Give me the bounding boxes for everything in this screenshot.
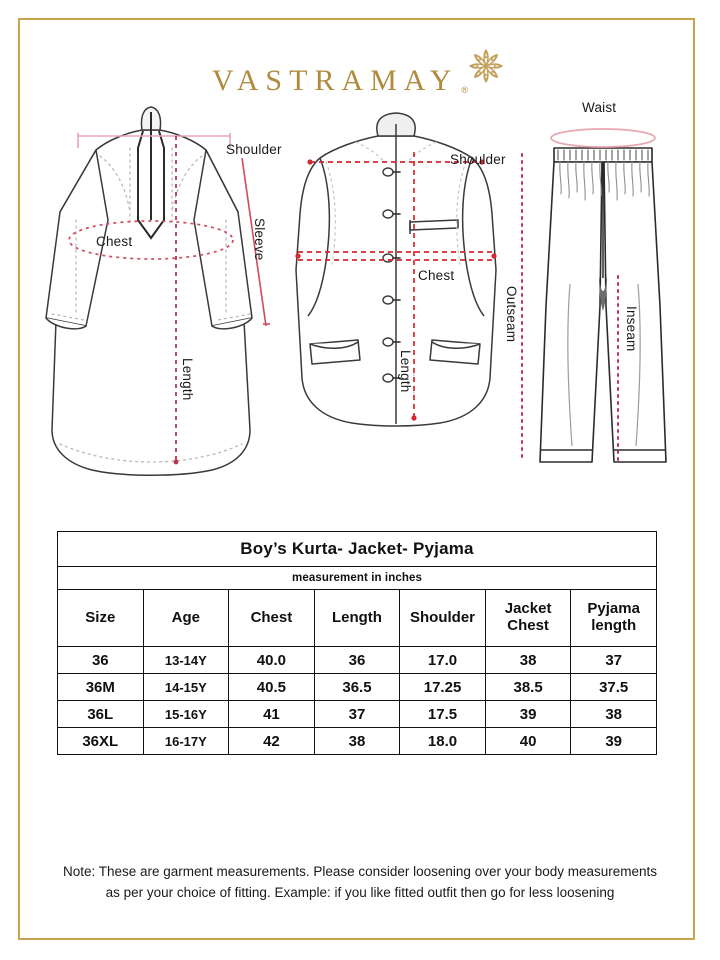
cell-age: 14-15Y bbox=[143, 674, 229, 701]
size-table-wrapper bbox=[57, 531, 657, 755]
cell-chest: 40.0 bbox=[229, 647, 315, 674]
cell-jacket-chest: 38.5 bbox=[485, 674, 571, 701]
column-header-jacket-chest: Jacket Chest bbox=[485, 590, 571, 647]
table-row bbox=[58, 728, 657, 755]
jacket-illustration bbox=[286, 110, 506, 445]
cell-chest: 41 bbox=[229, 701, 315, 728]
cell-pyjama-length: 37 bbox=[571, 647, 657, 674]
footer-note bbox=[36, 862, 684, 904]
kurta-label-chest: Chest bbox=[96, 234, 133, 249]
cell-chest: 42 bbox=[229, 728, 315, 755]
pyjama-header-line-2: length bbox=[591, 617, 637, 634]
column-header-size: Size bbox=[58, 590, 144, 647]
cell-shoulder: 17.25 bbox=[400, 674, 486, 701]
footer-note-line-1: Note: These are garment measurements. Please consider loosening over your body measurements bbox=[62, 864, 658, 879]
brand-name: VASTRAMAY bbox=[211, 64, 459, 97]
column-header-length: Length bbox=[314, 590, 400, 647]
registered-mark: ® bbox=[461, 85, 469, 95]
cell-size: 36M bbox=[58, 674, 144, 701]
cell-age: 16-17Y bbox=[143, 728, 229, 755]
table-title-row bbox=[58, 532, 657, 567]
table-subtitle: measurement in inches bbox=[58, 567, 657, 590]
column-header-chest: Chest bbox=[229, 590, 315, 647]
cell-length: 36 bbox=[314, 647, 400, 674]
cell-length: 38 bbox=[314, 728, 400, 755]
cell-length: 37 bbox=[314, 701, 400, 728]
kurta-label-sleeve: Sleeve bbox=[252, 218, 267, 261]
cell-pyjama-length: 38 bbox=[571, 701, 657, 728]
column-header-age: Age bbox=[143, 590, 229, 647]
cell-shoulder: 17.5 bbox=[400, 701, 486, 728]
pyjama-header-line-1: Pyjama bbox=[587, 600, 640, 618]
column-header-shoulder: Shoulder bbox=[400, 590, 486, 647]
pyjama-label-inseam: Inseam bbox=[624, 306, 639, 352]
table-title: Boy’s Kurta- Jacket- Pyjama bbox=[58, 532, 657, 567]
cell-age: 13-14Y bbox=[143, 647, 229, 674]
footer-note-line-2: as per your choice of fitting. Example: if you like fitted outfit then go for less loosening bbox=[105, 884, 615, 900]
table-row bbox=[58, 674, 657, 701]
cell-shoulder: 18.0 bbox=[400, 728, 486, 755]
kurta-illustration bbox=[30, 100, 285, 505]
jacket-label-chest: Chest bbox=[418, 268, 455, 283]
cell-chest: 40.5 bbox=[229, 674, 315, 701]
jacket-label-length: Length bbox=[398, 350, 413, 393]
cell-size: 36XL bbox=[58, 728, 144, 755]
pyjama-illustration bbox=[506, 96, 696, 501]
pyjama-label-waist: Waist bbox=[582, 100, 617, 115]
cell-size: 36L bbox=[58, 701, 144, 728]
table-row bbox=[58, 647, 657, 674]
cell-length: 36.5 bbox=[314, 674, 400, 701]
kurta-label-shoulder: Shoulder bbox=[226, 142, 282, 157]
cell-pyjama-length: 37.5 bbox=[571, 674, 657, 701]
kurta-label-length: Length bbox=[180, 358, 195, 401]
column-header-pyjama-length bbox=[571, 590, 657, 647]
floral-ornament-icon bbox=[464, 44, 508, 88]
cell-jacket-chest: 38 bbox=[485, 647, 571, 674]
cell-jacket-chest: 39 bbox=[485, 701, 571, 728]
pyjama-label-outseam: Outseam bbox=[504, 286, 519, 343]
cell-shoulder: 17.0 bbox=[400, 647, 486, 674]
brand-header bbox=[0, 30, 720, 100]
cell-jacket-chest: 40 bbox=[485, 728, 571, 755]
table-subtitle-row bbox=[58, 567, 657, 590]
table-header-row bbox=[58, 590, 657, 647]
cell-pyjama-length: 39 bbox=[571, 728, 657, 755]
jacket-label-shoulder: Shoulder bbox=[450, 152, 506, 167]
cell-age: 15-16Y bbox=[143, 701, 229, 728]
table-body bbox=[58, 647, 657, 755]
cell-size: 36 bbox=[58, 647, 144, 674]
size-table bbox=[57, 531, 657, 755]
table-row bbox=[58, 701, 657, 728]
illustration-band bbox=[18, 96, 695, 506]
